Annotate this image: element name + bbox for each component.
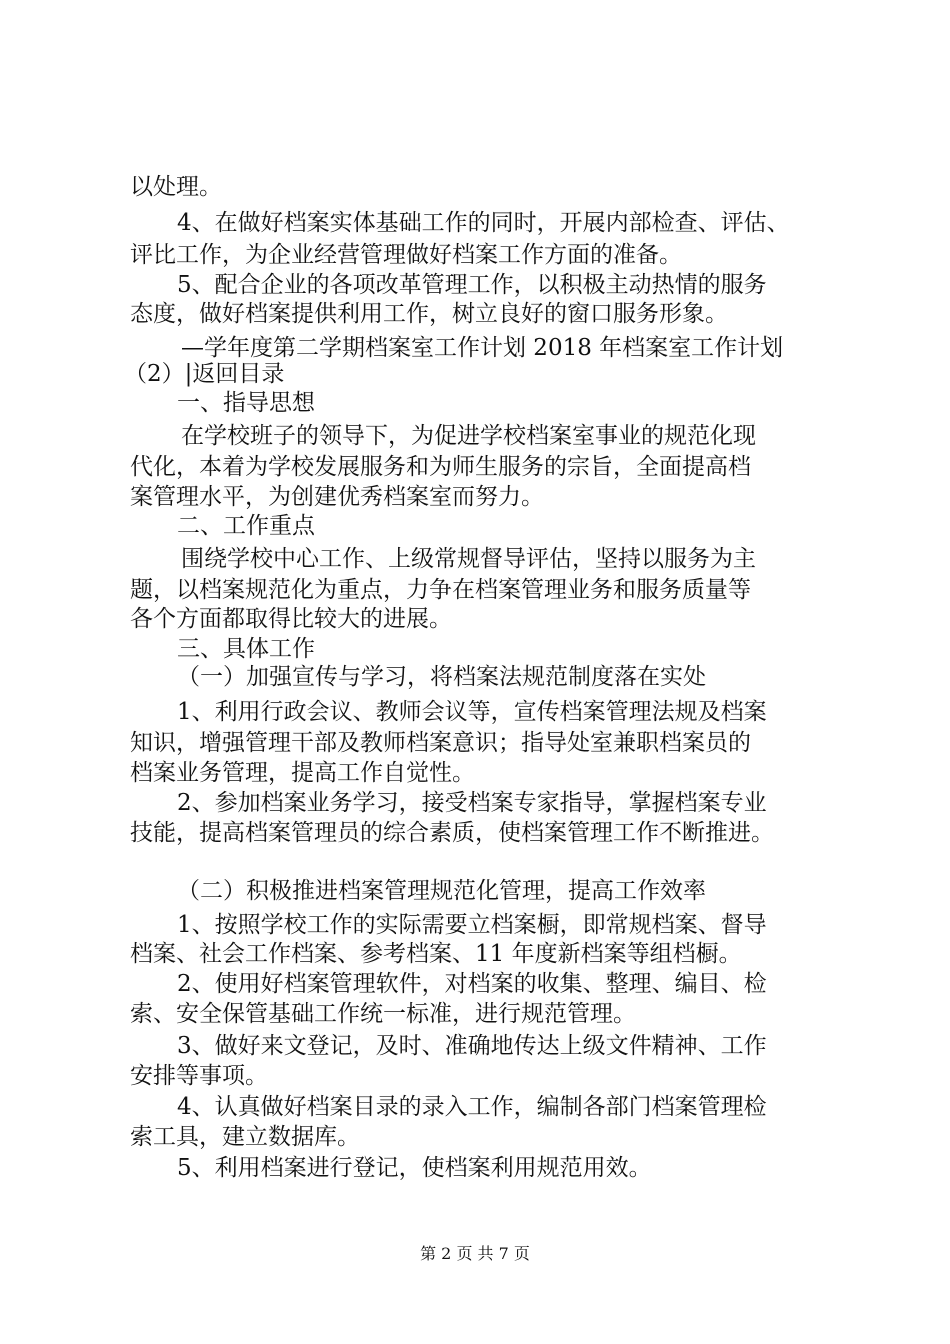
text-line: 4、认真做好档案目录的录入工作，编制各部门档案管理检 bbox=[177, 1094, 767, 1120]
subsection-heading: （一）加强宣传与学习，将档案法规范制度落在实处 bbox=[177, 664, 706, 690]
text-line: 题，以档案规范化为重点，力争在档案管理业务和服务质量等 bbox=[130, 577, 751, 603]
text-line: 各个方面都取得比较大的进展。 bbox=[130, 606, 452, 632]
text-line: 索工具，建立数据库。 bbox=[130, 1124, 360, 1150]
section-heading: 二、工作重点 bbox=[177, 513, 315, 539]
text-line: 2、参加档案业务学习，接受档案专家指导，掌握档案专业 bbox=[177, 790, 767, 816]
text-line: 围绕学校中心工作、上级常规督导评估，坚持以服务为主 bbox=[181, 546, 756, 572]
text-line: 4、在做好档案实体基础工作的同时，开展内部检查、评估、 bbox=[177, 210, 790, 236]
text-line: 态度，做好档案提供利用工作，树立良好的窗口服务形象。 bbox=[130, 301, 728, 327]
text-line: 安排等事项。 bbox=[130, 1063, 268, 1089]
text-line: 5、配合企业的各项改革管理工作，以积极主动热情的服务 bbox=[177, 272, 767, 298]
text-line: 5、利用档案进行登记，使档案利用规范用效。 bbox=[177, 1155, 652, 1181]
text-line: 在学校班子的领导下，为促进学校档案室事业的规范化现 bbox=[181, 423, 756, 449]
section-heading: 一、指导思想 bbox=[177, 390, 315, 416]
text-line: 3、做好来文登记，及时、准确地传达上级文件精神、工作 bbox=[177, 1033, 767, 1059]
text-line: 代化，本着为学校发展服务和为师生服务的宗旨，全面提高档 bbox=[130, 454, 751, 480]
text-line: 评比工作，为企业经营管理做好档案工作方面的准备。 bbox=[130, 242, 682, 268]
page-number-footer: 第 2 页 共 7 页 bbox=[420, 1244, 530, 1263]
text-line: 索、安全保管基础工作统一标准，进行规范管理。 bbox=[130, 1001, 636, 1027]
subsection-heading: （二）积极推进档案管理规范化管理，提高工作效率 bbox=[177, 878, 706, 904]
text-line: 1、按照学校工作的实际需要立档案橱，即常规档案、督导 bbox=[177, 912, 767, 938]
text-line: （2）|返回目录 bbox=[124, 361, 285, 387]
text-line: 档案、社会工作档案、参考档案、11 年度新档案等组档橱。 bbox=[130, 941, 742, 967]
text-line: 档案业务管理，提高工作自觉性。 bbox=[130, 760, 475, 786]
text-line: 知识，增强管理干部及教师档案意识；指导处室兼职档案员的 bbox=[130, 730, 751, 756]
text-line: 2、使用好档案管理软件，对档案的收集、整理、编目、检 bbox=[177, 971, 767, 997]
text-line: 以处理。 bbox=[130, 174, 222, 200]
text-line: —学年度第二学期档案室工作计划 2018 年档案室工作计划 bbox=[181, 335, 784, 361]
text-line: 1、利用行政会议、教师会议等，宣传档案管理法规及档案 bbox=[177, 699, 767, 725]
text-line: 技能，提高档案管理员的综合素质，使档案管理工作不断推进。 bbox=[130, 820, 774, 846]
section-heading: 三、具体工作 bbox=[177, 636, 315, 662]
text-line: 案管理水平，为创建优秀档案室而努力。 bbox=[130, 484, 544, 510]
